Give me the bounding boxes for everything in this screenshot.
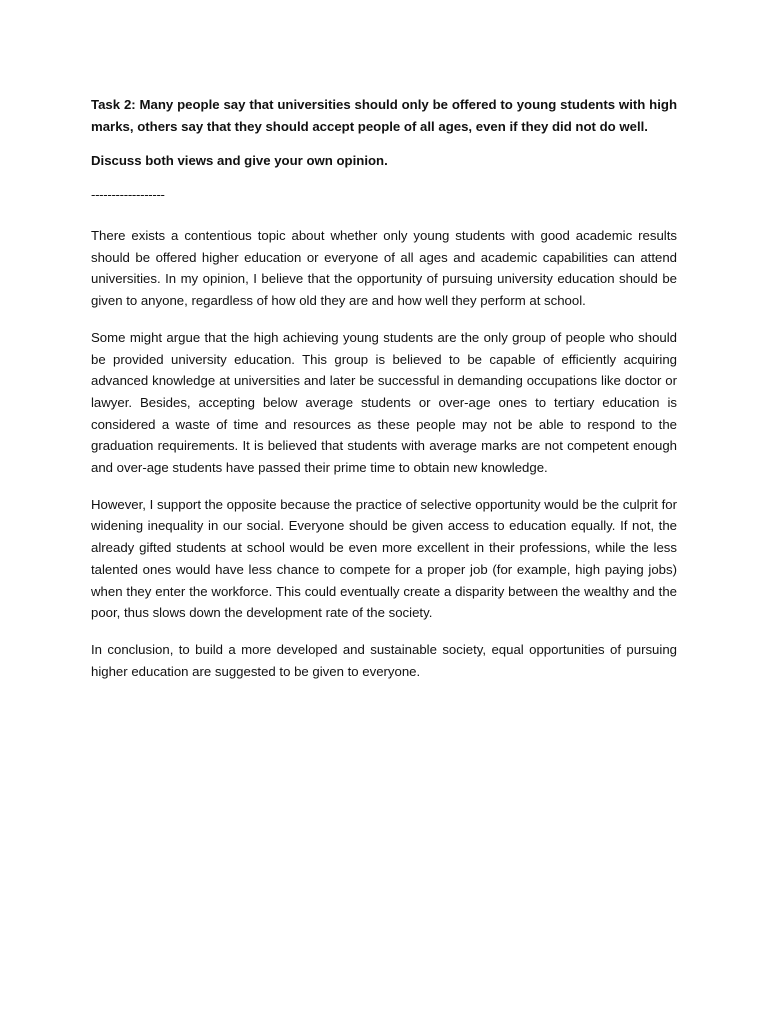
essay-paragraph-introduction: There exists a contentious topic about whether only young students with good academic results should be offered higher education or everyone of all ages and academic capabilities can attend universities. In my opinion, I believe that the opportunity of pursuing university education should be given to anyone, regardless of how old they are and how well they perform at school. xyxy=(91,228,677,309)
essay-paragraph-view-two: However, I support the opposite because the practice of selective opportunity would be the culprit for widening inequality in our social. Everyone should be given access to education equally. If not, the already gifted students at school would be even more excellent in their professions, while the less talented ones would have less chance to compete for a proper job (for example, high paying jobs) when they enter the workforce. This could eventually create a disparity between the wealthy and the poor, thus slows down the development rate of the society. xyxy=(91,496,677,621)
task-instruction: Discuss both views and give your own opinion. xyxy=(91,153,388,168)
essay-paragraph-view-one: Some might argue that the high achieving young students are the only group of people who should be provided university education. This group is believed to be capable of efficiently acquiring advanced knowledge at universities and later be successful in demanding occupations like doctor or lawyer. Besides, accepting below average students or over-age ones to tertiary education is considered a waste of time and resources as these people may not be able to respond to the graduation requirements. It is believed that students with average marks are not competent enough and over-age students have passed their prime time to obtain new knowledge. xyxy=(91,329,677,476)
essay-paragraph-conclusion: In conclusion, to build a more developed and sustainable society, equal opportunities of pursuing higher education are suggested to be given to everyone. xyxy=(91,641,677,679)
separator-line: ------------------ xyxy=(91,186,165,202)
task-prompt: Task 2: Many people say that universities should only be offered to young students with high marks, others say that they should accept people of all ages, even if they did not do well. xyxy=(91,97,677,134)
document-page xyxy=(91,94,677,697)
